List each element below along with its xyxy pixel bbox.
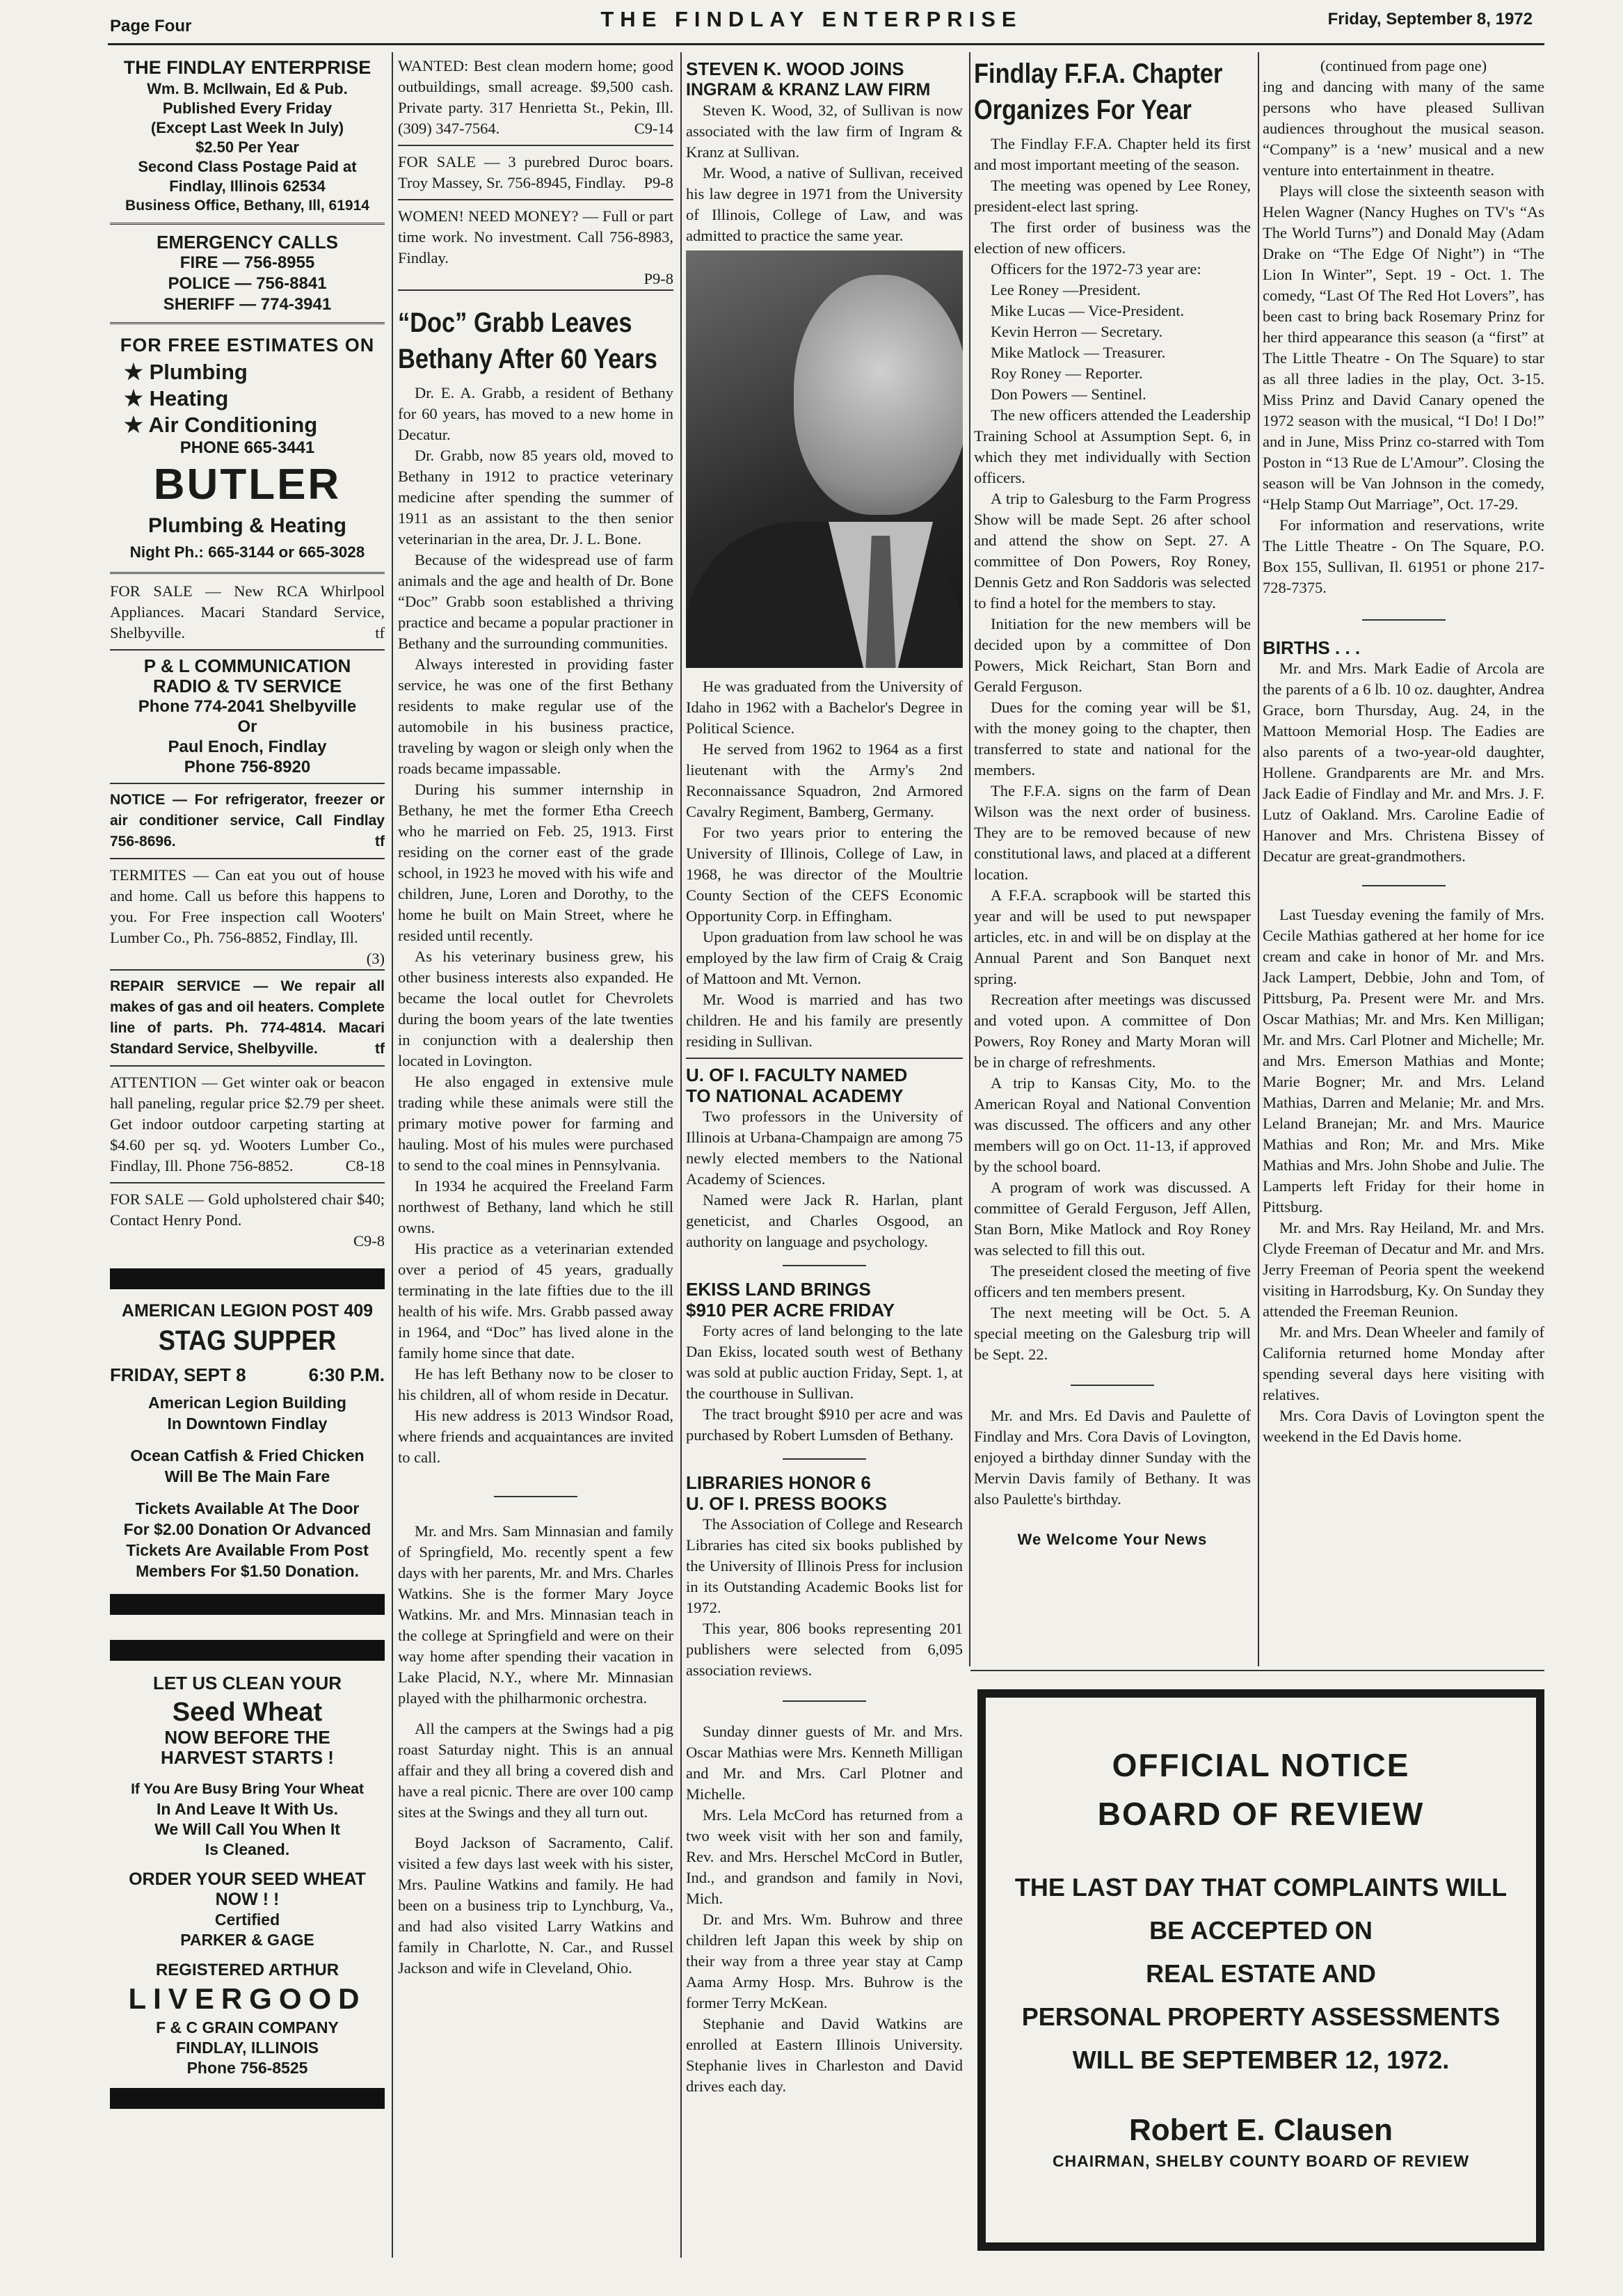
paragraph: The tract brought $910 per acre and was purchased by Robert Lumsden of Bethany. — [686, 1405, 963, 1444]
pl-communication-ad — [110, 656, 385, 777]
headline-line: STEVEN K. WOOD JOINS — [686, 58, 904, 79]
black-bar — [110, 1640, 385, 1661]
notice-body-line: BE ACCEPTED ON — [1149, 1916, 1373, 1945]
paragraph: Last Tuesday evening the family of Mrs. Cecile Mathias gathered at her home for ice cream and cake in honor of Mr. and Mrs. Jack Lampert, Debbie, John and Tom, of Pittsburg, Pa. Present were Mr. and Mrs. Oscar Mathias; Mr. and Mrs. Ken Milligan; Mr. and Mrs. Carl Plotner and Michelle; Mr. and Mrs. Emerson Mathias and Monte; Marie Bogner; Mr. and Mrs. Leland Mathias, Darren and Melanie; Mr. and Mrs. Leland Branejan; Mr. and Mrs. Maurice Mathias and Ron; Mr. and Mrs. Mike Mathias and Mrs. John Shobe and Julie. The Lamperts left Friday for their home in Pittsburg. — [1263, 906, 1544, 1215]
paragraph: Mr. and Mrs. Sam Minnasian and family of Springfield, Mo. recently spent a few days with her parents, Mr. and Mrs. Charles Watkins. She is the former Mary Joyce Watkins. Mr. and Mrs. Minnasian teach in the college at Springfield and were on their way home after spending their vacation in Lake Placid, N.Y., where Mr. Minnasian played with the philharmonic orchestra. — [398, 1522, 673, 1707]
notice-body-line: THE LAST DAY THAT COMPLAINTS WILL — [1014, 1873, 1508, 1902]
column-rule — [680, 52, 682, 2258]
divider — [398, 289, 673, 291]
headline-line: $910 PER ACRE FRIDAY — [686, 1300, 895, 1321]
star-icon: ★ — [124, 360, 143, 384]
emergency-line: SHERIFF — 774-3941 — [163, 295, 332, 314]
classified-ad: FOR SALE — Gold upholstered chair $40; Contact Henry Pond. C9-8 — [110, 1190, 385, 1250]
butler-service — [124, 359, 385, 385]
officer-list — [974, 280, 1251, 405]
legion-line: American Legion Building — [148, 1394, 346, 1412]
butler-sub: Plumbing & Heating — [148, 514, 346, 537]
column-rule — [1258, 52, 1259, 1666]
legion-line: Members For $1.50 Donation. — [136, 1562, 359, 1580]
publisher-line: Business Office, Bethany, Ill, 61914 — [125, 198, 369, 214]
column-rule — [969, 52, 970, 1666]
paragraph: The Findlay F.F.A. Chapter held its first and most important meeting of the season. — [974, 135, 1251, 173]
grabb-headline — [398, 305, 673, 377]
paragraph: For two years prior to entering the University of Illinois, College of Law, in 1968, he was director of the Moultrie County Section of the CEFS Economic Opportunity Corp. in Effingham. — [686, 824, 963, 925]
pl-line: P & L COMMUNICATION — [143, 655, 351, 676]
paragraph: Two professors in the University of Illinois at Urbana-Champaign are among 75 newly elected members to the National Academy of Sciences. — [686, 1108, 963, 1188]
divider — [110, 649, 385, 651]
newspaper-name: THE FINDLAY ENTERPRISE — [600, 7, 1023, 31]
headline-line: “Doc” Grabb Leaves — [398, 308, 632, 338]
headline-line: Organizes For Year — [974, 95, 1192, 125]
headline-line: LIBRARIES HONOR 6 — [686, 1472, 871, 1493]
divider — [398, 145, 673, 146]
paragraph: A program of work was discussed. A committee of Gerald Ferguson, Jeff Allen, Stan Born, Mike Matlock and Roy Roney was selected to fill this out. — [974, 1179, 1251, 1259]
publisher-line: Second Class Postage Paid at — [138, 158, 357, 175]
column-5 — [1263, 56, 1544, 1447]
emergency-title: EMERGENCY CALLS — [157, 232, 338, 253]
paragraph: A trip to Kansas City, Mo. to the American Royal and National Convention was discussed. The officers and any other members will go on Oct. 11-13, if approved by the school board. — [974, 1074, 1251, 1175]
column-1 — [110, 56, 385, 2117]
paragraph: He was graduated from the University of Idaho in 1962 with a Bachelor's Degree in Political Science. — [686, 678, 963, 737]
paragraph: Initiation for the new members will be decided upon by a committee of Don Powers, Mick Reichart, Stan Born and Gerald Ferguson. — [974, 615, 1251, 695]
legion-line: For $2.00 Donation Or Advanced — [123, 1520, 371, 1538]
classified-ad: REPAIR SERVICE — We repair all makes of gas and oil heaters. Complete line of parts. Ph. 774-4814. Macari Standard Service, Shelbyville. tf — [110, 978, 385, 1057]
butler-service — [124, 412, 385, 438]
paragraph: Mrs. Cora Davis of Lovington spent the weekend in the Ed Davis home. — [1263, 1407, 1544, 1445]
paragraph: He has left Bethany now to be closer to his children, all of whom reside in Decatur. — [398, 1365, 673, 1403]
notice-top-rule — [970, 1670, 1544, 1671]
paragraph: Upon graduation from law school he was employed by the law firm of Craig & Craig of Mattoon and Mt. Vernon. — [686, 928, 963, 987]
seed-line: Certified — [214, 1911, 280, 1929]
divider — [686, 1058, 963, 1059]
paragraph: The F.F.A. signs on the farm of Dean Wilson was the next order of business. They are to be removed because of new constitutional laws, and placed at a different location. — [974, 782, 1251, 883]
headline-line: EKISS LAND BRINGS — [686, 1279, 871, 1300]
classified-ad: FOR SALE — 3 purebred Duroc boars. Troy Massey, Sr. 756-8945, Findlay. P9-8 — [398, 153, 673, 191]
seed-line: ORDER YOUR SEED WHEAT — [129, 1870, 366, 1889]
column-2 — [398, 56, 673, 1979]
paragraph: Boyd Jackson of Sacramento, Calif. visited a few days last week with his sister, Mrs. Pauline Watkins and family. He had been on a business trip to Lynchburg, Va., and had also visited Larry Watkins and family in Charlotte, N. Car., and Russel Jackson and wife in Cleveland, Ohio. — [398, 1834, 673, 1977]
classified-ad: WANTED: Best clean modern home; good outbuildings, small acreage. $9,500 cash. Private party. 317 Henrietta St., Pekin, Ill. (309) 347-7564. C9-14 — [398, 57, 673, 137]
pl-line: Phone 774-2041 Shelbyville — [138, 697, 357, 716]
butler-phone: PHONE 665-3441 — [179, 438, 315, 457]
divider — [110, 223, 385, 225]
paragraph: The new officers attended the Leadership Training School at Assumption Sept. 6, in which they met individually with Section officers. — [974, 406, 1251, 486]
service-label: Air Conditioning — [148, 413, 318, 437]
publisher-line: $2.50 Per Year — [195, 138, 299, 156]
paragraph: Sunday dinner guests of Mr. and Mrs. Oscar Mathias were Mrs. Kenneth Milligan and Mr. and Mrs. Carl Plotner and Michelle. — [686, 1723, 963, 1803]
seed-line: We Will Call You When It — [154, 1820, 340, 1838]
publisher-title: THE FINDLAY ENTERPRISE — [123, 57, 371, 78]
paragraph: Mr. and Mrs. Ray Heiland, Mr. and Mrs. Clyde Freeman of Decatur and Mr. and Mrs. Jerry Freeman of Peoria spent the weekend visiting in Harrodsburg, Ky. On Sunday they attended the Freeman Reunion. — [1263, 1219, 1544, 1320]
paragraph: Mr. Wood, a native of Sullivan, received his law degree in 1971 from the University of Illinois, College of Law, and was admitted to practice the same year. — [686, 164, 963, 244]
black-bar — [110, 1594, 385, 1615]
legion-ad — [110, 1298, 385, 1581]
seed-line: Is Cleaned. — [205, 1840, 290, 1858]
headline-line: INGRAM & KRANZ LAW FIRM — [686, 80, 931, 99]
column-3 — [686, 56, 963, 2097]
paragraph: Dues for the coming year will be $1, with the money going to the chapter, then transferred to state and national for the members. — [974, 699, 1251, 779]
paragraph: Mr. and Mrs. Ed Davis and Paulette of Findlay and Mrs. Cora Davis of Lovington, enjoyed a birthday dinner Sunday with the Mervin Davis family of Bethany. It was also Paulette's birthday. — [974, 1407, 1251, 1508]
divider — [110, 572, 385, 574]
pl-line: RADIO & TV SERVICE — [152, 676, 342, 696]
issue-date: Friday, September 8, 1972 — [1327, 10, 1533, 29]
continued-label: (continued from page one) — [1320, 57, 1487, 74]
divider — [110, 1065, 385, 1067]
paragraph: Recreation after meetings was discussed and voted upon. A committee of Don Powers, Roy Roney and Marty Moran will be in charge of refreshments. — [974, 991, 1251, 1071]
welcome-news: We Welcome Your News — [1017, 1531, 1208, 1548]
legion-day: FRIDAY, SEPT 8 — [110, 1364, 246, 1385]
service-label: Heating — [149, 386, 229, 410]
legion-date — [110, 1357, 385, 1392]
notice-title — [986, 1741, 1536, 1838]
legion-time: 6:30 P.M. — [308, 1364, 385, 1385]
divider — [110, 783, 385, 784]
divider — [783, 1265, 866, 1266]
legion-line: In Downtown Findlay — [167, 1414, 328, 1433]
steven-wood-photo — [686, 250, 963, 668]
notice-signer: Robert E. Clausen — [1129, 2113, 1393, 2147]
publisher-box — [110, 56, 385, 216]
paragraph: The first order of business was the election of new officers. — [974, 218, 1251, 257]
notice-title-line: BOARD OF REVIEW — [1097, 1796, 1425, 1832]
officer-item: Lee Roney —President. — [991, 281, 1141, 298]
seed-line: NOW ! ! — [215, 1890, 280, 1909]
legion-line: Tickets Are Available From Post — [126, 1541, 369, 1559]
paragraph: Plays will close the sixteenth season with Helen Wagner (Nancy Hughes on TV's “As The World Turns”) and Donald May (Adam Drake on “The Edge Of Night”) in “The Lion In Winter”, Sept. 19 - Oct. 1. The comedy, “Last Of The Red Hot Lovers”, has been cast to bring back Rosemary Prinz for her third appearance this season (a “first” at The Little Theatre - On The Square) to star as all three ladies in the play, Oct. 3-15. Miss Prinz and David Canary opened the 1972 season with the musical, “I Do! I Do!” and in June, Miss Prinz co-starred with Tom Poston in “13 Rue de L'Amour”. Closing the season will be Van Johnson in the comedy, “Help Stamp Out Marriage”, Oct. 17-29. — [1263, 182, 1544, 513]
notice-body-line: REAL ESTATE AND — [1146, 1959, 1376, 1988]
pl-line: Paul Enoch, Findlay — [168, 738, 327, 756]
officer-item: Roy Roney — Reporter. — [991, 365, 1143, 382]
divider — [1362, 885, 1446, 886]
publisher-line: (Except Last Week In July) — [150, 119, 344, 136]
divider — [398, 199, 673, 200]
divider — [783, 1700, 866, 1702]
headline-line: TO NATIONAL ACADEMY — [686, 1085, 904, 1106]
paragraph: All the campers at the Swings had a pig roast Saturday night. This is an annual affair and they all bring a covered dish and have a real picnic. There are over 100 camp sites at the Swings and they all turn out. — [398, 1720, 673, 1821]
faculty-headline — [686, 1065, 963, 1106]
column-4 — [974, 56, 1251, 1550]
paragraph: Mr. and Mrs. Mark Eadie of Arcola are the parents of a 6 lb. 10 oz. daughter, Andrea Grace, born Thursday, Aug. 24, in the Mattoon Memorial Hosp. The Eadies are also parents of a two-year-old daughter, Hollene. Grandparents are Mr. and Mrs. Jack Eadie of Findlay and Mr. and Mrs. J. F. Lutz of Oakland. Mrs. Caroline Eadie of Hanover and Mrs. Christena Bissey of Decatur are great-grandmothers. — [1263, 660, 1544, 865]
paragraph: Steven K. Wood, 32, of Sullivan is now associated with the law firm of Ingram & Kranz at Sullivan. — [686, 102, 963, 161]
seed-title: Seed Wheat — [172, 1698, 323, 1727]
emergency-line: FIRE — 756-8955 — [179, 253, 315, 272]
divider — [494, 1496, 577, 1497]
emergency-line: POLICE — 756-8841 — [168, 274, 327, 293]
classified-ad: TERMITES — Can eat you out of house and home. Call us before this happens to you. For Free inspection call Wooters' Lumber Co., Ph. 756-8852, Findlay, Ill. (3) — [110, 866, 385, 967]
headline-line: U. OF I. PRESS BOOKS — [686, 1493, 887, 1514]
paragraph: Forty acres of land belonging to the late Dan Ekiss, located south west of Bethany was sold at public auction Friday, Sept. 1, at the courthouse in Sullivan. — [686, 1322, 963, 1402]
emergency-box — [110, 232, 385, 315]
legion-line: Ocean Catfish & Fried Chicken — [130, 1446, 365, 1465]
paragraph: During his summer internship in Bethany, he met the former Etha Creech who he married on Feb. 25, 1913. First residing on the corner east of the grade school, in 1923 he moved with his wife and children, June, Loren and Dorothy, to the home he built on Main Street, where he resided until recently. — [398, 781, 673, 944]
seed-line: LET US CLEAN YOUR — [152, 1673, 342, 1693]
butler-service — [124, 385, 385, 412]
pl-line: Or — [237, 717, 257, 736]
paragraph: Dr. and Mrs. Wm. Buhrow and three children left Japan this week by ship on their way from a three year stay at Camp Aama Army Hosp. Mrs. Buhrow is the former Terry McKean. — [686, 1911, 963, 2011]
divider — [110, 322, 385, 324]
classified-ad: WOMEN! NEED MONEY? — Full or part time work. No investment. Call 756-8983, Findlay. P9-8 — [398, 207, 673, 287]
headline-line: Bethany After 60 Years — [398, 344, 657, 374]
notice-role: CHAIRMAN, SHELBY COUNTY BOARD OF REVIEW — [1052, 2152, 1470, 2170]
paragraph: For information and reservations, write The Little Theatre - On The Square, P.O. Box 155, Sullivan, Il. 61951 or phone 217-728-7375. — [1263, 516, 1544, 596]
seed-line: If You Are Busy Bring Your Wheat — [131, 1781, 364, 1797]
notice-body-line: PERSONAL PROPERTY ASSESSMENTS — [1021, 2002, 1501, 2031]
seed-line: NOW BEFORE THE — [164, 1727, 330, 1748]
seed-wheat-ad — [110, 1669, 385, 2078]
paragraph: Named were Jack R. Harlan, plant geneticist, and Charles Osgood, an authority on language and psychology. — [686, 1191, 963, 1250]
pl-line: Phone 756-8920 — [184, 758, 311, 776]
legion-title: STAG SUPPER — [158, 1325, 337, 1356]
paragraph: A F.F.A. scrapbook will be started this year and will be used to put newspaper articles, etc. in and will be on display at the Annual Parent and Son Banquet next spring. — [974, 886, 1251, 987]
libraries-headline — [686, 1472, 963, 1514]
butler-ad — [110, 331, 385, 565]
black-bar — [110, 2088, 385, 2109]
publisher-line: Wm. B. McIlwain, Ed & Pub. — [147, 80, 348, 97]
classified-ad: ATTENTION — Get winter oak or beacon hall paneling, regular price $2.79 per sheet. Get indoor outdoor carpeting starting at $4.60 per sq. yd. Wooters Lumber Co., Findlay, Ill. Phone 756-8852. C8-18 — [110, 1074, 385, 1174]
divider — [110, 858, 385, 859]
paragraph: A trip to Galesburg to the Farm Progress Show will be made Sept. 26 after school and attend the show on Sept. 27. A committee of Don Powers, Roy Roney, Dennis Getz and Ron Saddoris was selected to find a hotel for the members to stay. — [974, 490, 1251, 612]
ekiss-headline — [686, 1279, 963, 1321]
paragraph: Dr. E. A. Grabb, a resident of Bethany for 60 years, has moved to a new home in Decatur. — [398, 384, 673, 443]
legion-line: AMERICAN LEGION POST 409 — [121, 1301, 374, 1321]
notice-title-line: OFFICIAL NOTICE — [1112, 1747, 1410, 1783]
seed-line: Phone 756-8525 — [186, 2059, 308, 2077]
divider — [783, 1458, 866, 1460]
page-number: Page Four — [110, 17, 192, 35]
divider — [110, 969, 385, 971]
publisher-line: Findlay, Illinois 62534 — [169, 177, 326, 195]
paragraph: The meeting was opened by Lee Roney, president-elect last spring. — [974, 177, 1251, 215]
paragraph: The preseident closed the meeting of five officers and ten members present. — [974, 1262, 1251, 1300]
headline-line: U. OF I. FACULTY NAMED — [686, 1065, 908, 1085]
births-heading: BIRTHS . . . — [1263, 637, 1361, 658]
butler-name: BUTLER — [153, 461, 342, 509]
wood-headline — [686, 58, 963, 100]
masthead-rule — [108, 43, 1544, 45]
paragraph: Stephanie and David Watkins are enrolled at Eastern Illinois University. Stephanie lives in Charleston and David drives each day. — [686, 2015, 963, 2095]
paragraph: ing and dancing with many of the same persons who have pleased Sullivan audiences throughout the musical season. “Company” is a ‘new’ musical and a new venture into entertainment in theatre. — [1263, 78, 1544, 179]
paragraph: He served from 1962 to 1964 as a first lieutenant with the Army's 2nd Reconnaissance Squadron, 2nd Armored Cavalry Regiment, Bamberg, Germany. — [686, 740, 963, 820]
seed-brand: LIVERGOOD — [128, 1982, 367, 2015]
black-bar — [110, 1268, 385, 1289]
seed-line: PARKER & GAGE — [180, 1931, 314, 1949]
paragraph: Mr. Wood is married and has two children. He and his family are presently residing in Sullivan. — [686, 991, 963, 1050]
publisher-line: Published Every Friday — [162, 99, 333, 117]
star-icon: ★ — [124, 386, 143, 410]
paragraph: In 1934 he acquired the Freeland Farm northwest of Bethany, land which he still owns. — [398, 1177, 673, 1236]
paragraph: Because of the widespread use of farm animals and the age and health of Dr. Bone “Doc” Grabb soon established a thriving practice and became a popular practioner in Bethany and the surrounding communities. — [398, 551, 673, 652]
divider — [1362, 619, 1446, 621]
seed-line: In And Leave It With Us. — [157, 1800, 338, 1818]
masthead — [0, 0, 1623, 42]
paragraph: The next meeting will be Oct. 5. A special meeting on the Galesburg trip will be Sept. 22. — [974, 1304, 1251, 1363]
butler-night: Night Ph.: 665-3144 or 665-3028 — [129, 543, 365, 561]
seed-line: FINDLAY, ILLINOIS — [176, 2039, 319, 2057]
ffa-headline — [974, 56, 1250, 128]
notice-body-line: WILL BE SEPTEMBER 12, 1972. — [1072, 2046, 1450, 2074]
paragraph: Dr. Grabb, now 85 years old, moved to Bethany in 1912 to practice veterinary medicine after spending the summer of 1911 as an assistant to the then senior veterinarian in the area, Dr. J. L. Bone. — [398, 447, 673, 548]
paragraph: Always interested in providing faster service, he was one of the first Bethany residents to make regular use of the automobile in his business practice, traveling by wagon or sleigh only when the roads became impassable. — [398, 655, 673, 777]
seed-line: REGISTERED ARTHUR — [155, 1961, 339, 1979]
butler-services — [110, 359, 385, 438]
divider — [1071, 1385, 1154, 1386]
paragraph: He also engaged in extensive mule trading while these animals were still the primary motive power for farming and hauling. Most of his mules were purchased to send to the coal mines in Pennsylvania. — [398, 1073, 673, 1174]
officer-item: Kevin Herron — Secretary. — [991, 323, 1163, 340]
classified-ad: FOR SALE — New RCA Whirlpool Appliances. Macari Standard Service, Shelbyville. tf — [110, 582, 385, 641]
grabb-story — [398, 383, 673, 1468]
paragraph: This year, 806 books representing 201 publishers were selected from 6,095 association reviews. — [686, 1620, 963, 1679]
divider — [110, 1182, 385, 1183]
officer-item: Don Powers — Sentinel. — [991, 385, 1146, 403]
classified-ad: NOTICE — For refrigerator, freezer or air conditioner service, Call Findlay 756-8696. tf — [110, 792, 385, 850]
notice-body — [986, 1866, 1536, 2082]
official-notice-box — [977, 1689, 1544, 2251]
paragraph: As his veterinary business grew, his other business interests also expanded. He became the local outlet for Chevrolets during the boom years of the late twenties in conjunction with a dealership then located in Lovington. — [398, 948, 673, 1069]
photo-face — [794, 275, 963, 515]
legion-line: Will Be The Main Fare — [164, 1467, 330, 1485]
butler-intro: FOR FREE ESTIMATES ON — [120, 335, 375, 356]
service-label: Plumbing — [149, 360, 248, 384]
officer-item: Mike Matlock — Treasurer. — [991, 344, 1166, 361]
legion-line: Tickets Available At The Door — [135, 1499, 360, 1517]
column-rule — [392, 52, 393, 2258]
paragraph: His practice as a veterinarian extended over a period of 45 years, gradually terminating in the late fifties due to the ill health of his wife. Mrs. Grabb passed away in 1964, and “Doc” has lived alone in the family home since that date. — [398, 1240, 673, 1362]
star-icon: ★ — [124, 413, 143, 437]
seed-line: F & C GRAIN COMPANY — [156, 2018, 339, 2036]
social-news — [398, 1521, 673, 1979]
paragraph: The Association of College and Research Libraries has cited six books published by the University of Illinois Press for inclusion in its Outstanding Academic Books list for 1972. — [686, 1515, 963, 1616]
paragraph: Mrs. Lela McCord has returned from a two week visit with her son and family, Rev. and Mrs. Herschel McCord in Butler, Ind., and grandson and family in Novi, Mich. — [686, 1806, 963, 1907]
paragraph: Officers for the 1972-73 year are: — [991, 260, 1201, 278]
headline-line: Findlay F.F.A. Chapter — [974, 58, 1223, 89]
paragraph: Mr. and Mrs. Dean Wheeler and family of California returned home Monday after spending several days here visiting with relatives. — [1263, 1323, 1544, 1403]
officer-item: Mike Lucas — Vice-President. — [991, 302, 1185, 319]
seed-line: HARVEST STARTS ! — [161, 1747, 334, 1768]
paragraph: His new address is 2013 Windsor Road, where friends and acquaintances are invited to call. — [398, 1407, 673, 1466]
